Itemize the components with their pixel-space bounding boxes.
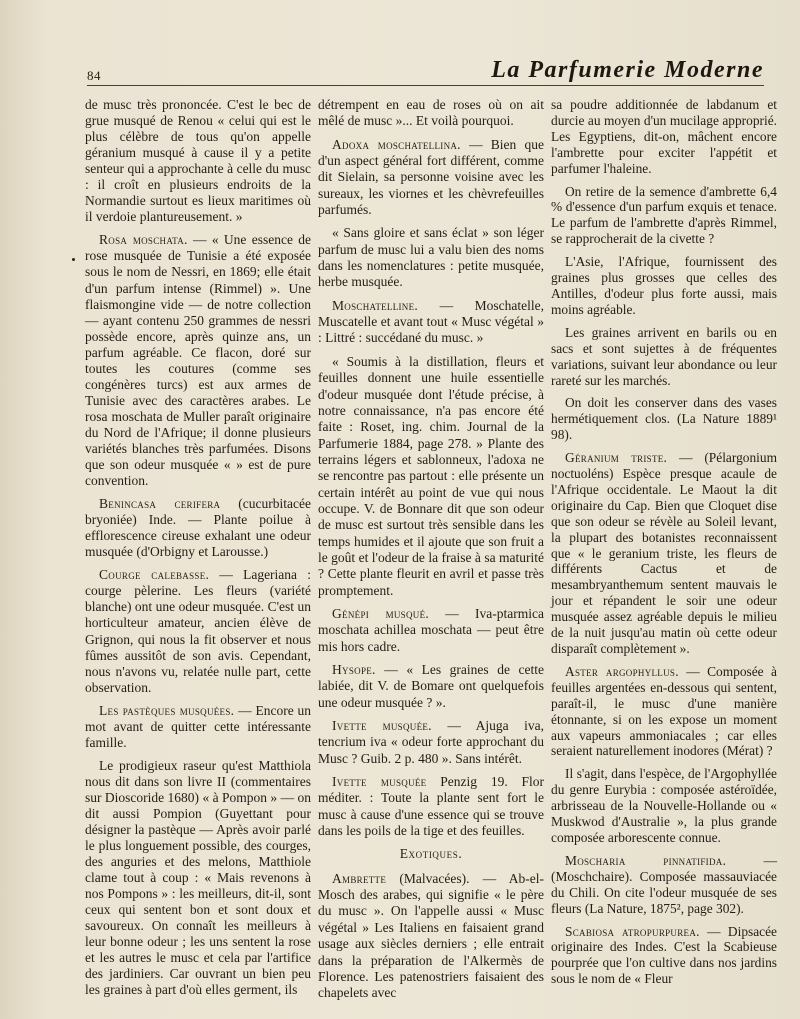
paragraph bbox=[551, 395, 777, 443]
paragraph-text: Il s'agit, dans l'espèce, de l'Argophyllée du genre Eurybia : composée astéroïdée, arbrisseau de la Nouvelle-Hollande ou « Muskwod d'Australie », la plus grande composée arborescente connue. bbox=[551, 766, 777, 845]
paragraph-text: — Bien que d'un aspect général fort différent, comme dit Sielain, sa personne voisine avec les sureaux, les viornes et les chèvrefeuilles parfumés. bbox=[318, 136, 544, 218]
paragraph-text: — « Une essence de rose musquée de Tunisie a été exposée sous le nom de Nessri, en 1869; elle était d'un parfum intense (Rimmel) ». Une flaismongine vide — de notre collection — ayant contenu 250 grammes de nessri possède encore, après quinze ans, un parfum agréable. Ce flacon, doré sur toutes les coutures (comme ses congénères turcs) est aux armes de Tunisie avec des caractères arabes. Le rosa moschata de Muller paraît originaire du Nord de l'Afrique; il donne plusieurs variétés blanches très parfumées. Disons que son odeur musquée « » est de pure convention. bbox=[85, 232, 311, 489]
entry-heading: Benincasa cerifera bbox=[99, 496, 221, 512]
paragraph bbox=[551, 853, 777, 917]
paragraph bbox=[551, 254, 777, 318]
paragraph-text: — Composée à feuilles argentées en-dessous qui sentent, paraît-il, le musc d'une manière étonnante, si on les expose un moment aux vapeurs ammoniacales ; car elles seraient naturellement inodores (Mérat) ? bbox=[551, 663, 777, 759]
paragraph bbox=[318, 298, 544, 347]
paragraph bbox=[85, 232, 311, 489]
paragraph-text: Penzig 19. Flor méditer. : Toute la plante sent fort le musc à cause d'une essence qui se trouve dans les poils de la tige et des feuilles. bbox=[318, 774, 544, 839]
paragraph bbox=[318, 662, 544, 711]
entry-heading: Les pastèques musquées. bbox=[99, 702, 235, 718]
paragraph bbox=[318, 718, 544, 767]
entry-heading: Adoxa moschatellina. bbox=[332, 136, 461, 152]
paragraph bbox=[318, 774, 544, 839]
paragraph-text: Les graines arrivent en barils ou en sacs et sont sujettes à de fréquentes variations, suivant leur abondance ou leur rareté sur les marchés. bbox=[551, 324, 777, 388]
paragraph-text: sa poudre additionnée de labdanum et durcie au moyen d'un mucilage approprié. Les Egyptiens, dit-on, mâchent encore l'ambrette pour exciter l'appétit et parfumer l'haleine. bbox=[551, 97, 777, 176]
entry-heading: Moschatelline. bbox=[332, 297, 419, 313]
paragraph-text: — « Les graines de cette labiée, dit V. de Bomare ont quelquefois une odeur musquée ? ». bbox=[318, 662, 544, 710]
paragraph-text: de musc très prononcée. C'est le bec de grue musqué de Renou « celui qui est le plus célèbre de tous qu'on appelle géranium musqué à cause il y a petite senteur qui a approchante à celle du musc : il croît en plusieurs endroits de la Normandie surtout es lieux maritimes où il verdoie plantureusement. » bbox=[85, 97, 311, 225]
paragraph bbox=[85, 496, 311, 560]
paragraph-text: L'Asie, l'Afrique, fournissent des graines plus grosses que celles des Antilles, d'odeur plus forte aussi, mais moins agréable. bbox=[551, 254, 777, 317]
margin-dot bbox=[72, 258, 75, 261]
running-head-title: La Parfumerie Moderne bbox=[491, 57, 764, 83]
entry-heading: Hysope. bbox=[332, 662, 376, 677]
paragraph-text: — Dipsacée originaire des Indes. C'est la Scabieuse pourprée que l'on cultive dans nos jardins sous le nom de « Fleur bbox=[551, 923, 777, 987]
entry-heading: Ivette musquée. bbox=[332, 718, 432, 734]
paragraph bbox=[318, 606, 544, 655]
paragraph-text: Le prodigieux raseur qu'est Matthiola nous dit dans son livre II (commentaires sur Dioscoride 1680) « à Pompon » — on dit aussi Pompion (Guyettant pour désigner la pastèque — Après avoir parlé le plus longuement possible, des courges, des anguries et des melons, Matthiole clame tout à coup : « Mais revenons à nos Pompons » : les meilleurs, dit-il, sont ceux qui sentent bon et sont doux et savoureux. On connaît les meilleurs à leur bonne odeur ; les uns sentent la rose et les autres le musc et cela par l'artifice des jardiniers. Car ouvrant un bien peu les graines à part d'où elles germent, ils bbox=[85, 757, 311, 998]
paragraph bbox=[551, 924, 777, 988]
paragraph bbox=[318, 871, 544, 1002]
paragraph-text: « Sans gloire et sans éclat » son léger parfum de musc lui a valu bien des noms dans les nomenclatures : petite musquée, herbe musquée. bbox=[318, 225, 544, 290]
paragraph bbox=[318, 137, 544, 219]
paragraph-text: (Malvacées). — Ab-el-Mosch des arabes, qui signifie « le père du musc ». On l'appelle aussi « Musc végétal » Les Italiens en faisaient grand usage aux siècles derniers ; elle entrait dans la préparation de l'Alkermès de Florence. Les patenostriers faisaient des chapelets avec bbox=[318, 870, 544, 1001]
paragraph bbox=[551, 766, 777, 846]
text-column-2 bbox=[318, 97, 544, 1009]
entry-heading: Génépi musqué. bbox=[332, 605, 430, 621]
paragraph bbox=[85, 97, 311, 225]
paragraph bbox=[85, 567, 311, 695]
paragraph-text: — Iva-ptarmica moschata achillea moschata — peut être mis hors cadre. bbox=[318, 605, 544, 654]
section-heading: Exotiques. bbox=[399, 846, 463, 862]
paragraph-text: détrempent en eau de roses où on ait mêlé de musc »... Et voilà pourquoi. bbox=[318, 97, 544, 129]
entry-heading: Ivette musquée bbox=[332, 774, 427, 790]
entry-heading: Rosa moschata. bbox=[99, 232, 188, 248]
paragraph bbox=[551, 450, 777, 657]
text-column-3 bbox=[551, 97, 777, 994]
entry-heading: Aster argophyllus. bbox=[565, 663, 679, 679]
paragraph bbox=[551, 664, 777, 759]
paragraph bbox=[85, 758, 311, 999]
paragraph-text: (cucurbitacée bryoniée) Inde. — Plante poilue à efflorescence cireuse exhalant une odeur musquée (d'Orbigny et Larousse.) bbox=[85, 496, 311, 560]
paragraph-text: — Encore un mot avant de quitter cette intéressante famille. bbox=[85, 702, 311, 750]
page-number: 84 bbox=[87, 68, 101, 83]
paragraph-text: — Lageriana : courge pèlerine. Les fleurs (variété blanche) ont une odeur musquée. C'est un horticulteur amateur, ancien élève de Grignon, qui nous la fit observer et nous fûmes aussitôt de son avis. Cependant, nous n'avons vu, relatée nulle part, cette observation. bbox=[85, 567, 311, 695]
paragraph-text: — Ajuga iva, tencrium iva « odeur forte approchant du Musc ? Guib. 2 p. 480 ». Sans intérêt. bbox=[318, 718, 544, 766]
paragraph bbox=[318, 354, 544, 599]
paragraph-text: On doit les conserver dans des vases hermétiquement clos. (La Nature 1889¹ 98). bbox=[551, 395, 777, 443]
paragraph bbox=[551, 325, 777, 389]
paragraph bbox=[551, 97, 777, 177]
entry-heading: Moscharia pinnatifida. bbox=[565, 852, 727, 868]
paragraph-text: — (Pélargonium noctuoléns) Espèce presque acaule de l'Afrique occidentale. Le Maout la dit originaire du Cap. Bien que Cloquet dise que son odeur se révèle au Soleil levant, la plupart des botanistes reconnaissent que « le geranium triste, les fleurs de différents Cactus et de mesambryanthemum sentent mauvais le jour et répandent le soir une odeur musquée assez agréable depuis le milieu de la nuit jusqu'au matin où cette odeur disparaît complètement ». bbox=[551, 450, 777, 656]
header-rule bbox=[87, 85, 764, 86]
entry-heading: Ambrette bbox=[332, 870, 387, 886]
paragraph-text: On retire de la semence d'ambrette 6,4 % d'essence d'un parfum exquis et tenace. Le parfum de l'ambrette d'après Rimmel, se rapprocherait de la civette ? bbox=[551, 183, 777, 247]
entry-heading: Géranium triste. bbox=[565, 450, 668, 466]
paragraph bbox=[318, 97, 544, 130]
text-column-1 bbox=[85, 97, 311, 1006]
paragraph-text: — Moschatelle, Muscatelle et avant tout « Musc végétal » : Littré : succédané du musc. » bbox=[318, 297, 544, 346]
entry-heading: Scabiosa atropurpurea. bbox=[565, 923, 700, 939]
paragraph bbox=[551, 184, 777, 248]
paragraph-text: « Soumis à la distillation, fleurs et feuilles donnent une huile essentielle d'odeur musquée dont l'étude précise, à notre connaissance, n'a pas encore été faite : Roset, ing. chim. Journal de la Parfumerie 1884, page 278. » Plante des terrains légers et sablonneux, l'adoxa ne se rencontre pas partout : elle présente un certain intérêt au point de vue qui nous occupe. V. de Bonnare dit que son odeur de musc est surtout très sensible dans les temps humides et il ajoute que son fruit a le goût et l'odeur de la fraise à sa maturité ? Cette plante fleurit en avril et passe très promptement. bbox=[318, 353, 544, 598]
entry-heading: Courge calebasse. bbox=[99, 567, 210, 583]
paragraph bbox=[318, 225, 544, 290]
paragraph bbox=[85, 703, 311, 751]
paragraph-text: — (Moschchaire). Composée massauviacée du Chili. On cite l'odeur musquée de ses fleurs (La Nature, 1875², page 302). bbox=[551, 852, 777, 916]
